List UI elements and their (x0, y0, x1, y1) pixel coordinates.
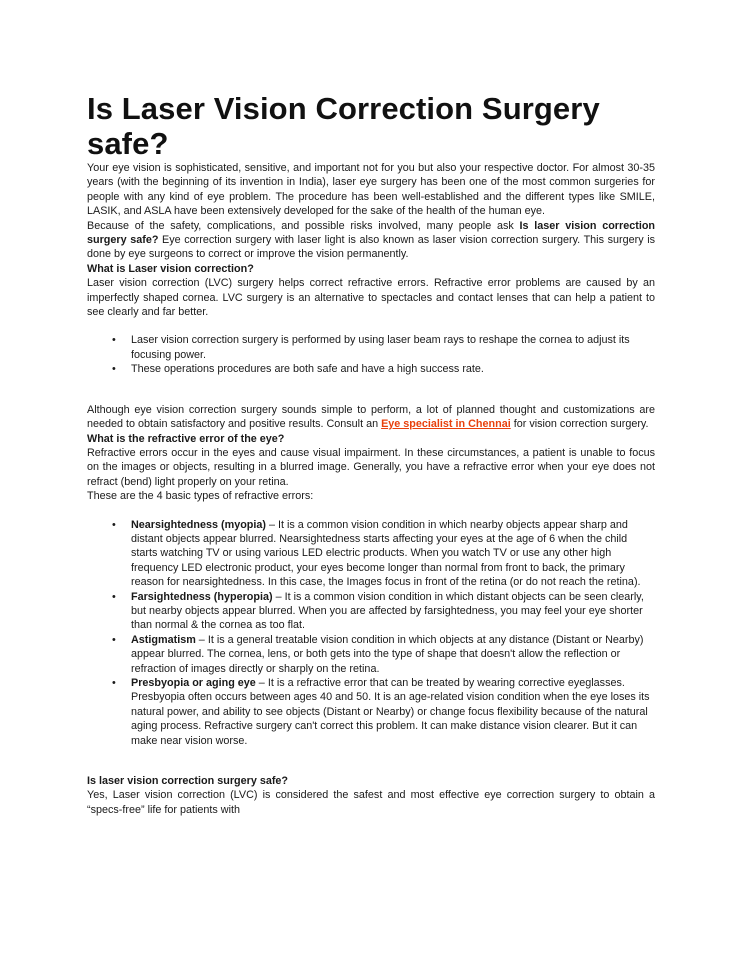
heading-refractive-error: What is the refractive error of the eye? (87, 432, 285, 445)
term-presbyopia: Presbyopia or aging eye (131, 677, 256, 689)
list-item: • Farsightedness (hyperopia) – It is a common vision condition in which distant objects can be seen clearly, but nearby objects appear blurred. When you are affected by farsightedness, you may feel your eye shorter than normal & the cornea as too flat. (112, 590, 644, 632)
bullet-icon: • (112, 518, 116, 531)
refractive-types-list (87, 518, 655, 749)
safety-question-bold: Is laser vision correction surgery safe? (87, 219, 656, 247)
intro-paragraph: Your eye vision is sophisticated, sensitive, and important not for you but also your respective doctor. For almost 30-35 years (with the beginning of its invention in India), laser eye surgery has been one of the most common surgeries for people with any kind of eye problem. The procedure has been well-established and the different types like SMILE, LASIK, and ASLA have been extensively developed for the sake of the health of the human eye. (87, 162, 655, 218)
list-item: • Laser vision correction surgery is performed by using laser beam rays to reshape the cornea to adjust its focusing power. (112, 334, 630, 361)
list-item: • These operations procedures are both safe and have a high success rate. (112, 363, 484, 376)
bullet-icon: • (112, 633, 116, 646)
heading-what-is-lvc: What is Laser vision correction? (87, 262, 254, 275)
bullet-icon: • (112, 590, 116, 603)
list-item: • Presbyopia or aging eye – It is a refractive error that can be treated by wearing corrective eyeglasses. Presbyopia often occurs between ages 40 and 50. It is an age-related vision condition when the eye loses its natural power, and ability to see objects (Distant or Nearby) or change focus flexibility because of the natural aging process. Refractive surgery can't correct this problem. It can make distance vision clearer. But it can make near vision worse. (112, 677, 650, 747)
eye-specialist-link[interactable]: Eye specialist in Chennai (381, 418, 511, 431)
term-hyperopia: Farsightedness (hyperopia) (131, 590, 273, 603)
consult-paragraph: Although eye vision correction surgery sounds simple to perform, a lot of planned thought and customizations are needed to obtain satisfactory and positive results. Consult an Eye specialist in Chennai for vision correction surgery. (87, 403, 655, 431)
bullet-icon: • (112, 677, 116, 689)
page-title: Is Laser Vision Correction Surgery safe? (87, 91, 600, 161)
lvc-safe-paragraph: Yes, Laser vision correction (LVC) is considered the safest and most effective eye correction surgery to obtain a “specs-free” life for patients with (87, 789, 655, 816)
term-myopia: Nearsightedness (myopia) (131, 518, 266, 531)
lvc-paragraph: Laser vision correction (LVC) surgery helps correct refractive errors. Refractive error problems are caused by an imperfectly shaped cornea. LVC surgery is an alternative to spectacles and contact lenses that can help a patient to see clearly and far better. (87, 277, 655, 319)
lvc-bullet-list (87, 333, 655, 376)
bullet-icon: • (112, 334, 116, 347)
safety-question-paragraph: Because of the safety, complications, and possible risks involved, many people ask Is laser vision correction surgery safe? Eye correction surgery with laser light is also known as laser vision correction surgery. This surgery is done by eye surgeons to correct or improve the vision permanently. (87, 219, 656, 261)
heading-lvc-safe: Is laser vision correction surgery safe? (87, 775, 289, 788)
refractive-error-paragraph: Refractive errors occur in the eyes and cause visual impairment. In these circumstances, a patient is unable to focus on the images or objects, resulting in a blurred image. Generally, you have a refractive error when your eye does not refract (bend) light properly on your retina. (87, 446, 655, 488)
list-item: • Astigmatism – It is a general treatable vision condition in which objects at any distance (Distant or Nearby) appear blurred. The cornea, lens, or both gets into the type of shape that doesn't allow the reflection or refraction of images directly or sharply on the retina. (112, 633, 644, 675)
bullet-icon: • (112, 363, 116, 376)
list-item: • Nearsightedness (myopia) – It is a common vision condition in which nearby objects appear sharp and distant objects appear blurred. Nearsightedness starts affecting your eyes at the age of 6 when the child starts watching TV or using various LED electric products. When you watch TV or use any other high frequency LED electronic product, your eyes become longer than normal from front to back, the primary reason for nearsightedness. In this case, the Images focus in front of the retina (or do not reach the retina). (112, 518, 641, 589)
term-astigmatism: Astigmatism (131, 633, 196, 646)
types-intro: These are the 4 basic types of refractive errors: (87, 490, 314, 503)
document-page (87, 91, 655, 817)
